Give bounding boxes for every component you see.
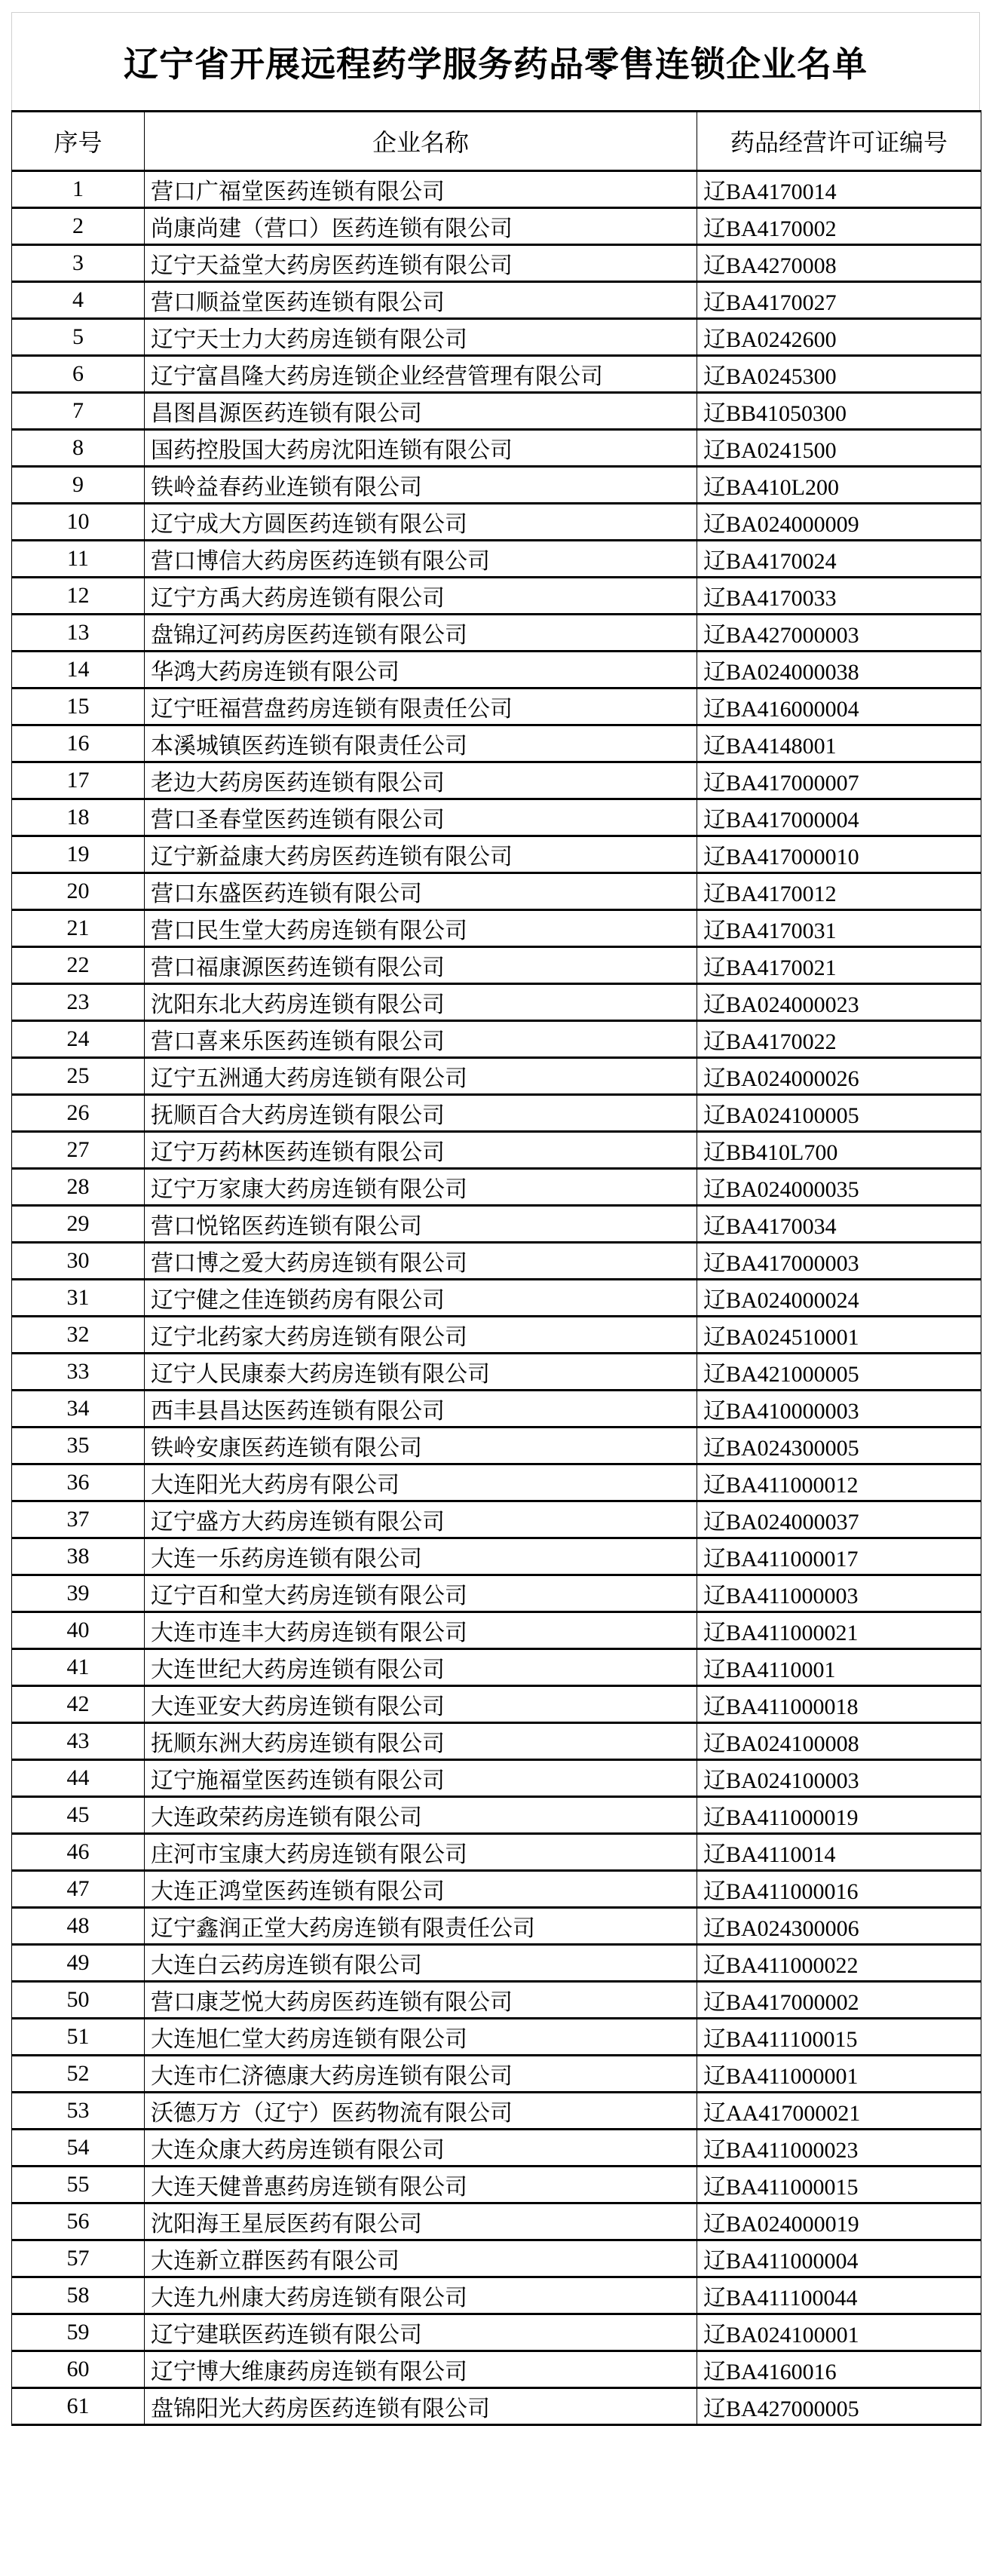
license-number-cell: 辽BB41050300 [697, 393, 981, 430]
table-row [12, 1169, 981, 1206]
enterprise-name-cell: 沃德万方（辽宁）医药物流有限公司 [145, 2093, 697, 2130]
license-number-cell: 辽BA024300006 [697, 1908, 981, 1945]
table-row [12, 1982, 981, 2019]
serial-number-cell: 9 [12, 467, 145, 504]
serial-number-cell: 18 [12, 799, 145, 836]
serial-number-cell: 6 [12, 356, 145, 393]
license-number-cell: 辽BA024000035 [697, 1169, 981, 1206]
enterprise-name-cell: 大连市连丰大药房连锁有限公司 [145, 1612, 697, 1649]
enterprise-name-cell: 辽宁成大方圆医药连锁有限公司 [145, 504, 697, 541]
table-row [12, 2203, 981, 2240]
table-row [12, 1501, 981, 1538]
enterprise-name-cell: 老边大药房医药连锁有限公司 [145, 762, 697, 799]
serial-number-cell: 61 [12, 2388, 145, 2425]
table-row [12, 578, 981, 615]
license-number-cell: 辽BA411000022 [697, 1945, 981, 1982]
serial-number-cell: 56 [12, 2203, 145, 2240]
enterprise-name-cell: 大连白云药房连锁有限公司 [145, 1945, 697, 1982]
serial-number-cell: 16 [12, 725, 145, 762]
enterprise-name-cell: 沈阳海王星辰医药有限公司 [145, 2203, 697, 2240]
license-number-cell: 辽BA024000038 [697, 652, 981, 688]
page-title: 辽宁省开展远程药学服务药品零售连锁企业名单 [124, 45, 868, 84]
license-number-cell: 辽BA417000010 [697, 836, 981, 873]
enterprise-name-cell: 辽宁施福堂医药连锁有限公司 [145, 1760, 697, 1797]
serial-number-cell: 54 [12, 2130, 145, 2167]
serial-number-cell: 55 [12, 2167, 145, 2203]
enterprise-name-cell: 辽宁建联医药连锁有限公司 [145, 2314, 697, 2351]
table-row [12, 2388, 981, 2425]
enterprise-name-cell: 辽宁新益康大药房医药连锁有限公司 [145, 836, 697, 873]
table-row [12, 1797, 981, 1834]
enterprise-name-cell: 铁岭安康医药连锁有限公司 [145, 1428, 697, 1464]
header-license-number: 药品经营许可证编号 [697, 112, 981, 171]
enterprise-name-cell: 辽宁富昌隆大药房连锁企业经营管理有限公司 [145, 356, 697, 393]
enterprise-name-cell: 大连众康大药房连锁有限公司 [145, 2130, 697, 2167]
serial-number-cell: 13 [12, 615, 145, 652]
license-number-cell: 辽BA0245300 [697, 356, 981, 393]
header-enterprise-name: 企业名称 [145, 112, 697, 171]
table-row [12, 541, 981, 578]
table-row [12, 1095, 981, 1132]
serial-number-cell: 11 [12, 541, 145, 578]
enterprise-name-cell: 营口圣春堂医药连锁有限公司 [145, 799, 697, 836]
license-number-cell: 辽BA411000016 [697, 1871, 981, 1908]
serial-number-cell: 39 [12, 1575, 145, 1612]
enterprise-name-cell: 营口东盛医药连锁有限公司 [145, 873, 697, 910]
serial-number-cell: 3 [12, 245, 145, 282]
table-row [12, 799, 981, 836]
table-row [12, 910, 981, 947]
table-row [12, 947, 981, 984]
table-row [12, 1723, 981, 1760]
table-row [12, 2351, 981, 2388]
table-row [12, 984, 981, 1021]
license-number-cell: 辽BA4170002 [697, 208, 981, 245]
table-row [12, 1021, 981, 1058]
license-number-cell: 辽BA411000004 [697, 2240, 981, 2277]
enterprise-name-cell: 辽宁万药林医药连锁有限公司 [145, 1132, 697, 1169]
license-number-cell: 辽BA427000003 [697, 615, 981, 652]
serial-number-cell: 43 [12, 1723, 145, 1760]
serial-number-cell: 32 [12, 1317, 145, 1354]
title-box [11, 12, 980, 111]
table-body [12, 171, 981, 2425]
enterprise-name-cell: 辽宁博大维康药房连锁有限公司 [145, 2351, 697, 2388]
license-number-cell: 辽BA024300005 [697, 1428, 981, 1464]
license-number-cell: 辽BA411100044 [697, 2277, 981, 2314]
license-number-cell: 辽BB410L700 [697, 1132, 981, 1169]
license-number-cell: 辽BA417000007 [697, 762, 981, 799]
license-number-cell: 辽BA024000019 [697, 2203, 981, 2240]
enterprise-name-cell: 大连天健普惠药房连锁有限公司 [145, 2167, 697, 2203]
table-row [12, 652, 981, 688]
serial-number-cell: 10 [12, 504, 145, 541]
enterprise-name-cell: 辽宁天士力大药房连锁有限公司 [145, 319, 697, 356]
license-number-cell: 辽BA411000019 [697, 1797, 981, 1834]
serial-number-cell: 40 [12, 1612, 145, 1649]
table-row [12, 873, 981, 910]
serial-number-cell: 45 [12, 1797, 145, 1834]
enterprise-name-cell: 尚康尚建（营口）医药连锁有限公司 [145, 208, 697, 245]
enterprise-name-cell: 营口悦铭医药连锁有限公司 [145, 1206, 697, 1243]
serial-number-cell: 60 [12, 2351, 145, 2388]
license-number-cell: 辽BA024000024 [697, 1280, 981, 1317]
license-number-cell: 辽AA417000021 [697, 2093, 981, 2130]
license-number-cell: 辽BA411000015 [697, 2167, 981, 2203]
serial-number-cell: 2 [12, 208, 145, 245]
serial-number-cell: 17 [12, 762, 145, 799]
license-number-cell: 辽BA0242600 [697, 319, 981, 356]
enterprise-name-cell: 华鸿大药房连锁有限公司 [145, 652, 697, 688]
table-row [12, 2277, 981, 2314]
license-number-cell: 辽BA4148001 [697, 725, 981, 762]
license-number-cell: 辽BA4170027 [697, 282, 981, 319]
serial-number-cell: 1 [12, 171, 145, 208]
license-number-cell: 辽BA4160016 [697, 2351, 981, 2388]
license-number-cell: 辽BA4170022 [697, 1021, 981, 1058]
enterprise-name-cell: 大连阳光大药房有限公司 [145, 1464, 697, 1501]
license-number-cell: 辽BA024000023 [697, 984, 981, 1021]
table-row [12, 1575, 981, 1612]
table-row [12, 1908, 981, 1945]
serial-number-cell: 53 [12, 2093, 145, 2130]
table-row [12, 2167, 981, 2203]
table-row [12, 319, 981, 356]
serial-number-cell: 48 [12, 1908, 145, 1945]
table-row [12, 1391, 981, 1428]
serial-number-cell: 52 [12, 2056, 145, 2093]
license-number-cell: 辽BA024100005 [697, 1095, 981, 1132]
serial-number-cell: 19 [12, 836, 145, 873]
enterprise-name-cell: 沈阳东北大药房连锁有限公司 [145, 984, 697, 1021]
serial-number-cell: 21 [12, 910, 145, 947]
table-row [12, 356, 981, 393]
serial-number-cell: 7 [12, 393, 145, 430]
license-number-cell: 辽BA024100001 [697, 2314, 981, 2351]
enterprise-name-cell: 庄河市宝康大药房连锁有限公司 [145, 1834, 697, 1871]
table-row [12, 1058, 981, 1095]
table-row [12, 1354, 981, 1391]
license-number-cell: 辽BA024000026 [697, 1058, 981, 1095]
serial-number-cell: 14 [12, 652, 145, 688]
serial-number-cell: 38 [12, 1538, 145, 1575]
enterprise-name-cell: 大连亚安大药房连锁有限公司 [145, 1686, 697, 1723]
enterprise-name-cell: 营口喜来乐医药连锁有限公司 [145, 1021, 697, 1058]
enterprise-name-cell: 大连一乐药房连锁有限公司 [145, 1538, 697, 1575]
license-number-cell: 辽BA4170014 [697, 171, 981, 208]
table-row [12, 171, 981, 208]
serial-number-cell: 4 [12, 282, 145, 319]
enterprise-name-cell: 营口康芝悦大药房医药连锁有限公司 [145, 1982, 697, 2019]
enterprise-name-cell: 辽宁北药家大药房连锁有限公司 [145, 1317, 697, 1354]
enterprise-name-cell: 辽宁五洲通大药房连锁有限公司 [145, 1058, 697, 1095]
table-row [12, 1760, 981, 1797]
table-row [12, 1206, 981, 1243]
table-row [12, 1871, 981, 1908]
table-row [12, 245, 981, 282]
table-row [12, 2056, 981, 2093]
table-row [12, 1834, 981, 1871]
serial-number-cell: 44 [12, 1760, 145, 1797]
serial-number-cell: 33 [12, 1354, 145, 1391]
license-number-cell: 辽BA4170024 [697, 541, 981, 578]
enterprise-name-cell: 大连世纪大药房连锁有限公司 [145, 1649, 697, 1686]
enterprise-name-cell: 昌图昌源医药连锁有限公司 [145, 393, 697, 430]
serial-number-cell: 41 [12, 1649, 145, 1686]
enterprise-name-cell: 辽宁万家康大药房连锁有限公司 [145, 1169, 697, 1206]
table-row [12, 836, 981, 873]
license-number-cell: 辽BA024000009 [697, 504, 981, 541]
table-row [12, 2019, 981, 2056]
serial-number-cell: 5 [12, 319, 145, 356]
table-row [12, 1538, 981, 1575]
enterprise-name-cell: 辽宁百和堂大药房连锁有限公司 [145, 1575, 697, 1612]
license-number-cell: 辽BA416000004 [697, 688, 981, 725]
table-row [12, 1428, 981, 1464]
enterprise-name-cell: 大连新立群医药有限公司 [145, 2240, 697, 2277]
license-number-cell: 辽BA4170031 [697, 910, 981, 947]
license-number-cell: 辽BA024100003 [697, 1760, 981, 1797]
table-row [12, 725, 981, 762]
table-row [12, 688, 981, 725]
table-row [12, 282, 981, 319]
license-number-cell: 辽BA411100015 [697, 2019, 981, 2056]
license-number-cell: 辽BA411000003 [697, 1575, 981, 1612]
license-number-cell: 辽BA411000021 [697, 1612, 981, 1649]
enterprise-name-cell: 本溪城镇医药连锁有限责任公司 [145, 725, 697, 762]
license-number-cell: 辽BA417000004 [697, 799, 981, 836]
license-number-cell: 辽BA024510001 [697, 1317, 981, 1354]
license-number-cell: 辽BA024100008 [697, 1723, 981, 1760]
enterprise-name-cell: 大连九州康大药房连锁有限公司 [145, 2277, 697, 2314]
enterprise-name-cell: 辽宁人民康泰大药房连锁有限公司 [145, 1354, 697, 1391]
serial-number-cell: 15 [12, 688, 145, 725]
table-row [12, 430, 981, 467]
license-number-cell: 辽BA417000003 [697, 1243, 981, 1280]
enterprise-name-cell: 辽宁盛方大药房连锁有限公司 [145, 1501, 697, 1538]
enterprise-name-cell: 辽宁鑫润正堂大药房连锁有限责任公司 [145, 1908, 697, 1945]
table-row [12, 1280, 981, 1317]
license-number-cell: 辽BA4170034 [697, 1206, 981, 1243]
license-number-cell: 辽BA411000001 [697, 2056, 981, 2093]
serial-number-cell: 50 [12, 1982, 145, 2019]
enterprise-name-cell: 辽宁方禹大药房连锁有限公司 [145, 578, 697, 615]
serial-number-cell: 30 [12, 1243, 145, 1280]
enterprise-name-cell: 辽宁健之佳连锁药房有限公司 [145, 1280, 697, 1317]
serial-number-cell: 51 [12, 2019, 145, 2056]
enterprise-name-cell: 抚顺东洲大药房连锁有限公司 [145, 1723, 697, 1760]
serial-number-cell: 47 [12, 1871, 145, 1908]
serial-number-cell: 34 [12, 1391, 145, 1428]
license-number-cell: 辽BA411000012 [697, 1464, 981, 1501]
enterprise-name-cell: 辽宁天益堂大药房医药连锁有限公司 [145, 245, 697, 282]
table-row [12, 2130, 981, 2167]
table-row [12, 762, 981, 799]
license-number-cell: 辽BA427000005 [697, 2388, 981, 2425]
license-number-cell: 辽BA4170033 [697, 578, 981, 615]
license-number-cell: 辽BA4270008 [697, 245, 981, 282]
table-row [12, 208, 981, 245]
table-row [12, 615, 981, 652]
serial-number-cell: 57 [12, 2240, 145, 2277]
license-number-cell: 辽BA4110001 [697, 1649, 981, 1686]
table-row [12, 393, 981, 430]
table-header-row [12, 112, 981, 171]
serial-number-cell: 37 [12, 1501, 145, 1538]
enterprise-name-cell: 盘锦阳光大药房医药连锁有限公司 [145, 2388, 697, 2425]
table-row [12, 467, 981, 504]
enterprise-name-cell: 营口博之爱大药房连锁有限公司 [145, 1243, 697, 1280]
serial-number-cell: 58 [12, 2277, 145, 2314]
serial-number-cell: 49 [12, 1945, 145, 1982]
serial-number-cell: 42 [12, 1686, 145, 1723]
enterprise-name-cell: 营口民生堂大药房连锁有限公司 [145, 910, 697, 947]
enterprise-table [11, 110, 981, 2426]
license-number-cell: 辽BA4170021 [697, 947, 981, 984]
license-number-cell: 辽BA410000003 [697, 1391, 981, 1428]
enterprise-name-cell: 铁岭益春药业连锁有限公司 [145, 467, 697, 504]
license-number-cell: 辽BA0241500 [697, 430, 981, 467]
serial-number-cell: 25 [12, 1058, 145, 1095]
serial-number-cell: 12 [12, 578, 145, 615]
table-row [12, 1132, 981, 1169]
enterprise-name-cell: 大连正鸿堂医药连锁有限公司 [145, 1871, 697, 1908]
license-number-cell: 辽BA410L200 [697, 467, 981, 504]
table-row [12, 2240, 981, 2277]
serial-number-cell: 27 [12, 1132, 145, 1169]
table-row [12, 2093, 981, 2130]
table-row [12, 1317, 981, 1354]
enterprise-name-cell: 西丰县昌达医药连锁有限公司 [145, 1391, 697, 1428]
license-number-cell: 辽BA4110014 [697, 1834, 981, 1871]
enterprise-name-cell: 大连旭仁堂大药房连锁有限公司 [145, 2019, 697, 2056]
serial-number-cell: 31 [12, 1280, 145, 1317]
table-row [12, 1649, 981, 1686]
serial-number-cell: 8 [12, 430, 145, 467]
enterprise-name-cell: 国药控股国大药房沈阳连锁有限公司 [145, 430, 697, 467]
enterprise-name-cell: 营口顺益堂医药连锁有限公司 [145, 282, 697, 319]
table-row [12, 1243, 981, 1280]
table-row [12, 1612, 981, 1649]
enterprise-name-cell: 抚顺百合大药房连锁有限公司 [145, 1095, 697, 1132]
enterprise-name-cell: 营口博信大药房医药连锁有限公司 [145, 541, 697, 578]
table-row [12, 1464, 981, 1501]
enterprise-name-cell: 大连政荣药房连锁有限公司 [145, 1797, 697, 1834]
table-row [12, 504, 981, 541]
enterprise-name-cell: 大连市仁济德康大药房连锁有限公司 [145, 2056, 697, 2093]
license-number-cell: 辽BA024000037 [697, 1501, 981, 1538]
serial-number-cell: 22 [12, 947, 145, 984]
serial-number-cell: 46 [12, 1834, 145, 1871]
enterprise-name-cell: 盘锦辽河药房医药连锁有限公司 [145, 615, 697, 652]
serial-number-cell: 29 [12, 1206, 145, 1243]
header-serial-number: 序号 [12, 112, 145, 171]
serial-number-cell: 28 [12, 1169, 145, 1206]
serial-number-cell: 26 [12, 1095, 145, 1132]
enterprise-name-cell: 营口广福堂医药连锁有限公司 [145, 171, 697, 208]
license-number-cell: 辽BA4170012 [697, 873, 981, 910]
serial-number-cell: 35 [12, 1428, 145, 1464]
table-row [12, 2314, 981, 2351]
license-number-cell: 辽BA411000018 [697, 1686, 981, 1723]
serial-number-cell: 20 [12, 873, 145, 910]
license-number-cell: 辽BA421000005 [697, 1354, 981, 1391]
table-row [12, 1945, 981, 1982]
enterprise-name-cell: 营口福康源医药连锁有限公司 [145, 947, 697, 984]
license-number-cell: 辽BA411000017 [697, 1538, 981, 1575]
enterprise-name-cell: 辽宁旺福营盘药房连锁有限责任公司 [145, 688, 697, 725]
serial-number-cell: 23 [12, 984, 145, 1021]
serial-number-cell: 36 [12, 1464, 145, 1501]
table-row [12, 1686, 981, 1723]
license-number-cell: 辽BA411000023 [697, 2130, 981, 2167]
serial-number-cell: 59 [12, 2314, 145, 2351]
serial-number-cell: 24 [12, 1021, 145, 1058]
license-number-cell: 辽BA417000002 [697, 1982, 981, 2019]
